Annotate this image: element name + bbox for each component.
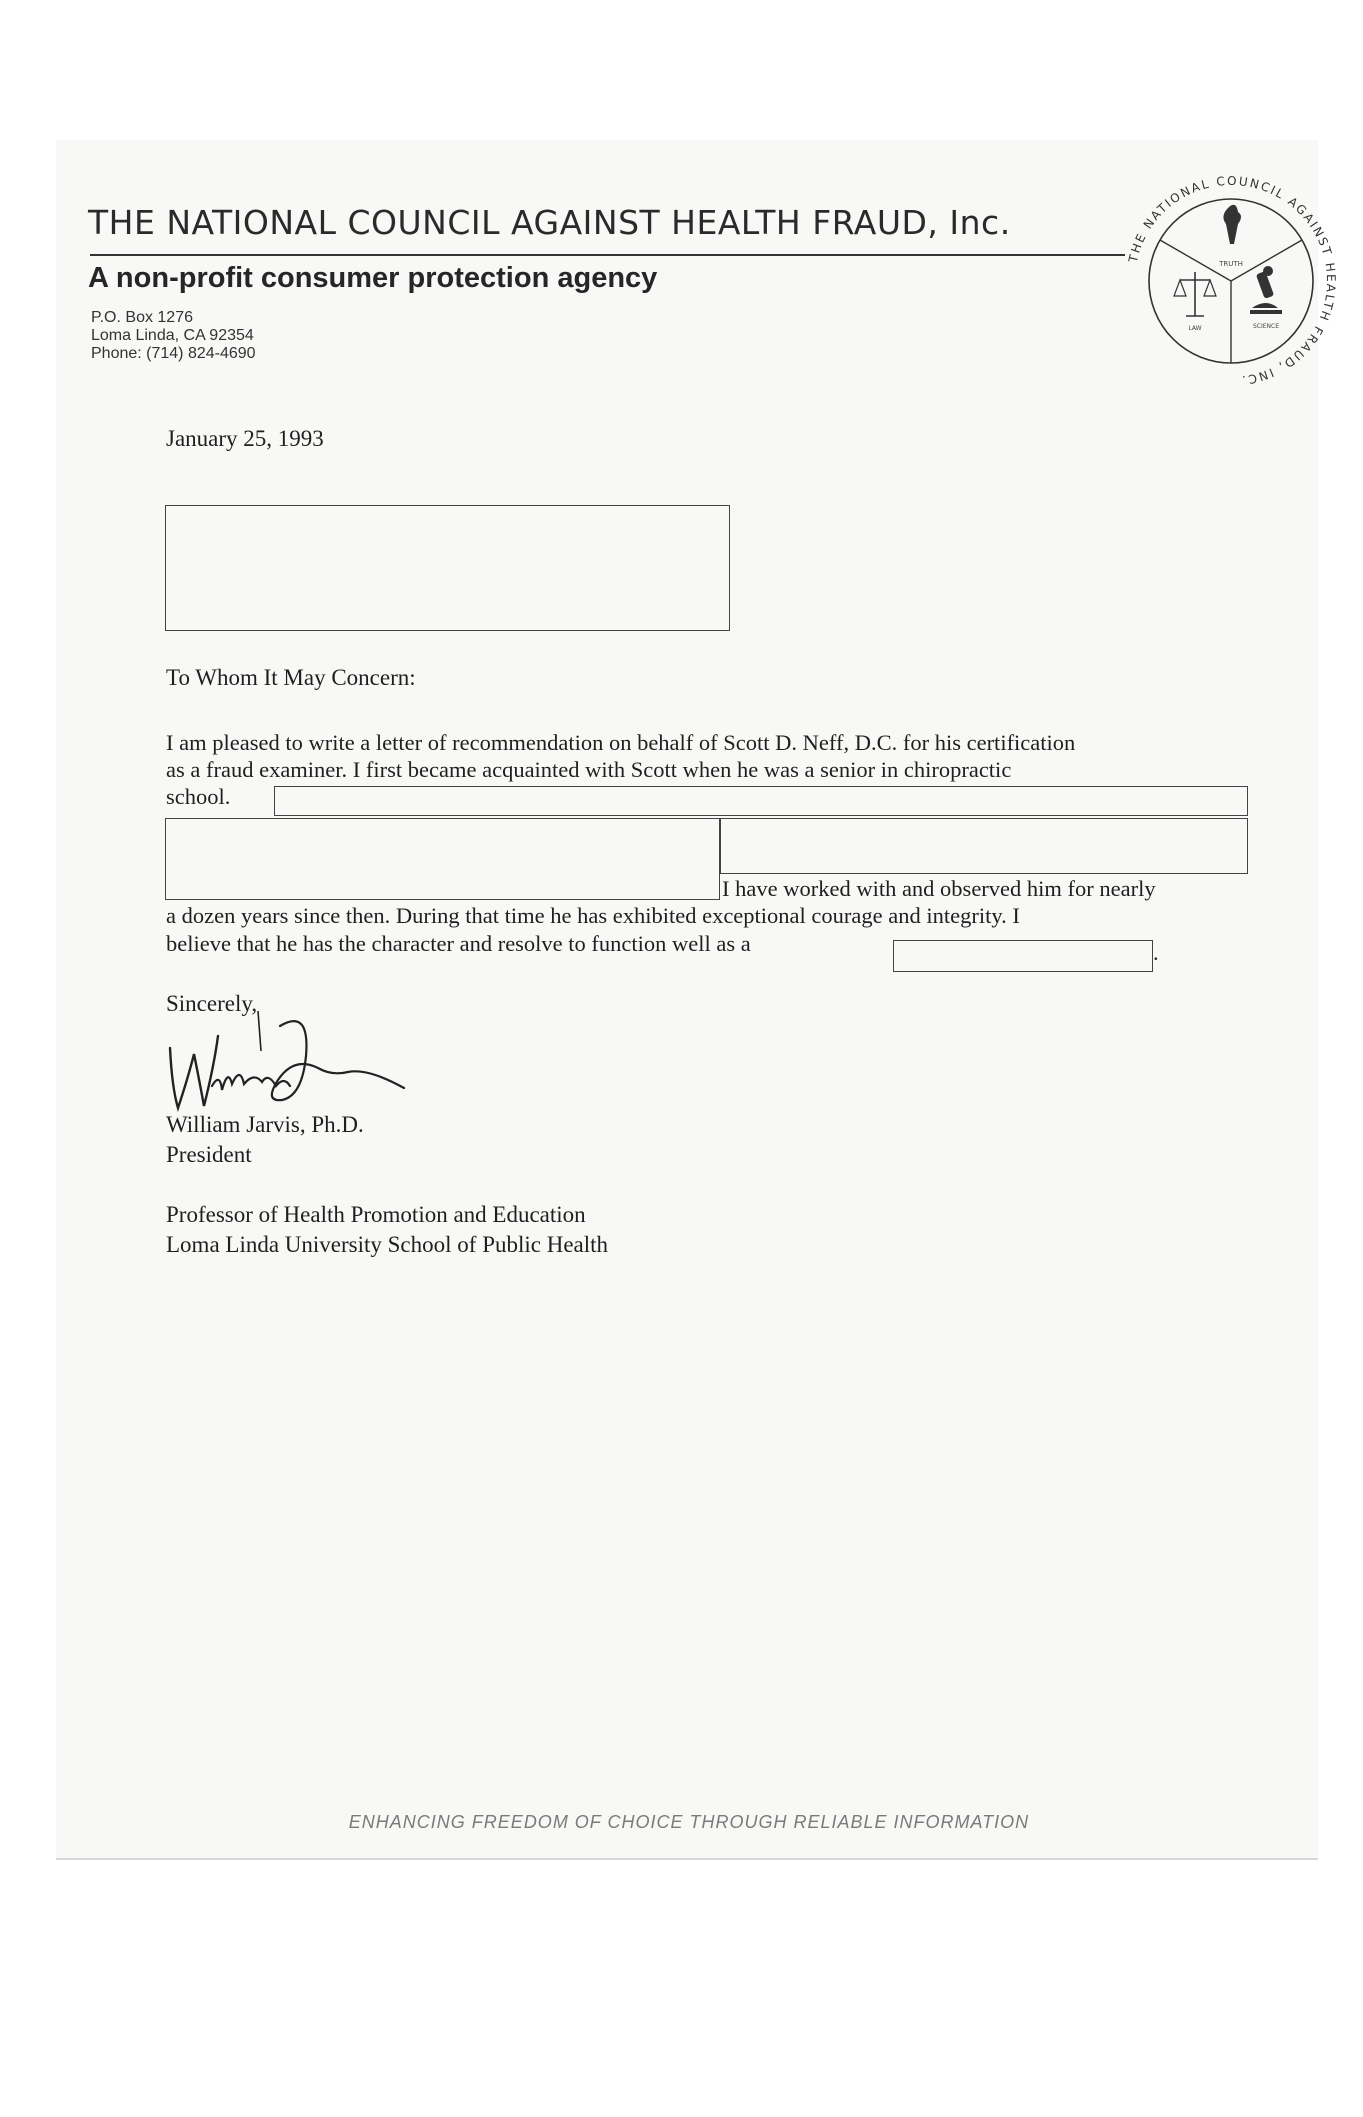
address-line-po-box: P.O. Box 1276 bbox=[91, 309, 193, 326]
seal-law-label: LAW bbox=[1188, 325, 1202, 332]
council-seal-logo bbox=[1118, 168, 1344, 394]
organization-name: THE NATIONAL COUNCIL AGAINST HEALTH FRAUD, Inc. bbox=[88, 203, 1011, 242]
address-line-city: Loma Linda, CA 92354 bbox=[91, 327, 254, 344]
body-line-6: believe that he has the character and resolve to function well as a bbox=[166, 931, 751, 956]
body-line-2: as a fraud examiner. I first became acquainted with Scott when he was a senior in chiropractic bbox=[166, 757, 1012, 782]
salutation: To Whom It May Concern: bbox=[166, 665, 416, 690]
redacted-text-box-2 bbox=[165, 818, 720, 900]
body-line-4: I have worked with and observed him for nearly bbox=[722, 876, 1156, 901]
body-line-end-period: . bbox=[1153, 940, 1159, 965]
redacted-text-box-1 bbox=[274, 786, 1248, 816]
redacted-text-box-3 bbox=[720, 818, 1248, 874]
affiliation-line-1: Professor of Health Promotion and Education bbox=[166, 1202, 586, 1227]
redacted-recipient-box bbox=[165, 505, 730, 631]
handwritten-signature bbox=[150, 1006, 490, 1121]
seal-truth-label: TRUTH bbox=[1219, 260, 1243, 268]
letter-date: January 25, 1993 bbox=[166, 426, 324, 451]
body-line-3: school. bbox=[166, 784, 231, 809]
redacted-text-box-4 bbox=[893, 940, 1153, 972]
header-rule bbox=[90, 254, 1125, 256]
signer-affiliation bbox=[166, 1200, 608, 1260]
affiliation-line-2: Loma Linda University School of Public Health bbox=[166, 1232, 609, 1257]
footer-motto: ENHANCING FREEDOM OF CHOICE THROUGH RELIABLE INFORMATION bbox=[348, 1812, 1030, 1832]
signer-title: President bbox=[166, 1142, 252, 1167]
body-line-1: I am pleased to write a letter of recommendation on behalf of Scott D. Neff, D.C. for his certification bbox=[166, 730, 1076, 755]
organization-tagline: A non-profit consumer protection agency bbox=[88, 262, 658, 294]
page-edge-line bbox=[56, 1858, 1318, 1860]
closing: Sincerely, bbox=[166, 991, 258, 1016]
signer-block bbox=[166, 1110, 364, 1170]
address-line-phone: Phone: (714) 824-4690 bbox=[91, 345, 256, 362]
signer-name: William Jarvis, Ph.D. bbox=[166, 1112, 364, 1137]
body-line-5: a dozen years since then. During that time he has exhibited exceptional courage and integrity. I bbox=[166, 903, 1020, 928]
svg-text:THE NATIONAL COUNCIL AGAINST H: THE NATIONAL COUNCIL AGAINST HEALTH FRAUD, INC. bbox=[1125, 173, 1339, 388]
organization-address bbox=[91, 309, 256, 363]
seal-science-label: SCIENCE bbox=[1252, 323, 1280, 330]
